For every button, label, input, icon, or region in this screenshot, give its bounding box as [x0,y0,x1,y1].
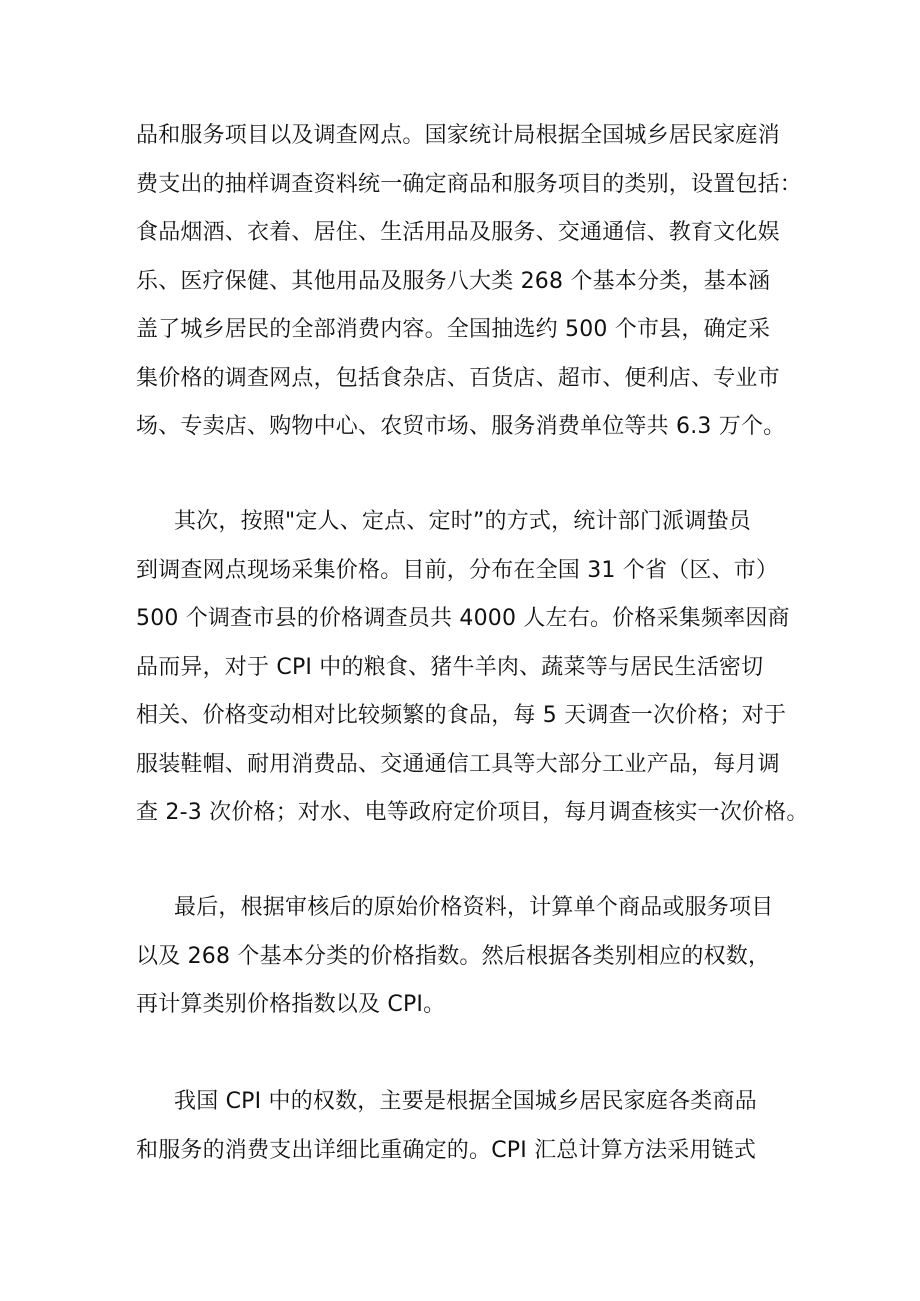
text-line: 500 个调查市县的价格调查员共 4000 人左右。价格采集频率因商 [136,606,790,631]
text-line: 到调查网点现场采集价格。目前，分布在全国 31 个省（区、市） [136,557,779,583]
text-line: 最后，根据审核后的原始价格资料，计算单个商品或服务项目 [174,895,774,920]
text-line: 以及 268 个基本分类的价格指数。然后根据各类别相应的权数， [136,943,771,969]
text-line: 费支出的抽样调查资料统一确定商品和服务项目的类别，设置包括： [136,171,803,197]
text-line: 品而异，对于 CPI 中的粮食、猪牛羊肉、蔬菜等与居民生活密切 [136,654,764,680]
text-line: 乐、医疗保健、其他用品及服务八大类 268 个基本分类，基本涵 [136,268,771,294]
text-line: 和服务的消费支出详细比重确定的。CPI 汇总计算方法采用链式 [136,1137,757,1163]
paragraph-price-collection [136,498,816,838]
text-line: 盖了城乡居民的全部消费内容。全国抽选约 500 个市县，确定采 [136,317,771,342]
text-line: 再计算类别价格指数以及 CPI。 [136,992,446,1017]
text-line: 服装鞋帽、耐用消费品、交通通信工具等大部分工业产品，每月调 [136,751,780,777]
text-line: 食品烟酒、衣着、居住、生活用品及服务、交通通信、教育文化娱 [136,220,780,245]
text-line: 品和服务项目以及调查网点。国家统计局根据全国城乡居民家庭消 [136,123,780,148]
text-line: 其次，按照"定人、定点、定时”的方式，统计部门派调蛰员 [174,509,751,534]
paragraph-index-calculation [136,884,816,1030]
paragraph-survey-items [136,112,816,452]
text-line: 集价格的调查网点，包括食杂店、百货店、超市、便利店、专业市 [136,365,780,391]
text-line: 相关、价格变动相对比较频繁的食品，每 5 天调查一次价格；对于 [136,703,787,728]
text-line: 场、专卖店、购物中心、农贸市场、服务消费单位等共 6.3 万个。 [136,414,786,439]
paragraph-cpi-weights [136,1078,816,1175]
text-line: 我国 CPI 中的权数，主要是根据全国城乡居民家庭各类商品 [174,1089,757,1114]
text-line: 查 2-3 次价格；对水、电等政府定价项目，每月调查核实一次价格。 [136,800,809,825]
